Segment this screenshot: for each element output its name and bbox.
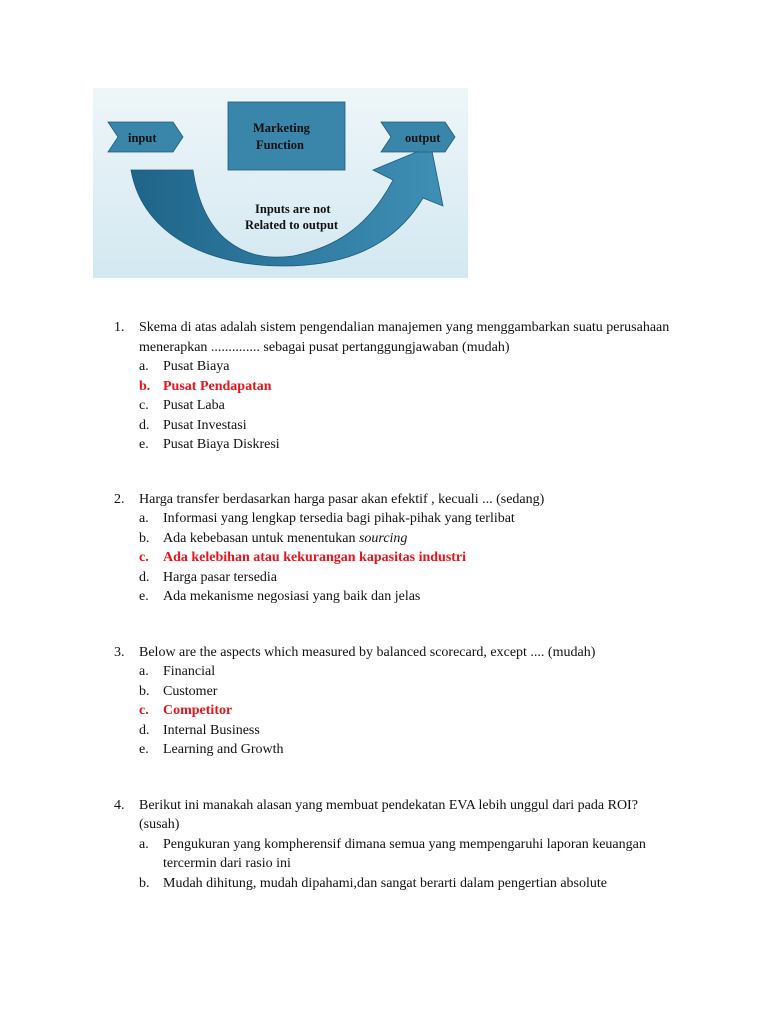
option-text: Pusat Biaya (163, 359, 230, 374)
option-text: Ada mekanisme negosiasi yang baik dan jelas (163, 589, 421, 604)
option-text: Pusat Pendapatan (163, 378, 272, 394)
marketing-function-box (228, 102, 345, 170)
question-text: Skema di atas adalah sistem pengendalian manajemen yang menggambarkan suatu perusahaan menerapkan .............. sebagai pusat pertanggungjawaban (mudah) (139, 320, 670, 355)
option-text: Financial (163, 664, 216, 679)
option-text-italic: sourcing (358, 530, 408, 546)
question-number: 4. (114, 797, 125, 813)
option-a (114, 509, 674, 529)
option-letter: e. (139, 742, 149, 757)
question-2 (114, 490, 674, 607)
option-letter: e. (139, 589, 149, 604)
option-b (114, 874, 674, 894)
option-letter: a. (139, 664, 149, 679)
option-text: Harga pasar tersedia (163, 569, 278, 585)
option-text-plain: Ada kebebasan untuk menentukan (163, 530, 359, 546)
option-letter: a. (139, 836, 149, 852)
option-letter: e. (139, 437, 149, 452)
option-text: Learning and Growth (163, 742, 284, 757)
option-text (163, 529, 674, 549)
output-label: output (405, 131, 441, 145)
question-number: 2. (114, 491, 125, 507)
question-text: Berikut ini manakah alasan yang membuat pendekatan EVA lebih unggul dari pada ROI?(susah) (139, 797, 638, 832)
option-letter: b. (139, 683, 150, 699)
option-letter: c. (139, 703, 149, 718)
option-d (114, 568, 674, 588)
option-letter: b. (139, 875, 150, 891)
input-label: input (128, 131, 157, 145)
marketing-function-diagram (93, 88, 468, 278)
option-d (114, 416, 674, 436)
option-text: Pusat Biaya Diskresi (163, 437, 280, 452)
option-letter: b. (139, 530, 150, 546)
center-label-line1: Marketing (253, 121, 310, 135)
caption-line2: Related to output (245, 218, 339, 232)
option-letter: c. (139, 398, 149, 413)
question-4 (114, 796, 674, 894)
option-letter: d. (139, 417, 150, 433)
option-b (114, 529, 674, 549)
option-c (114, 396, 674, 416)
option-letter: c. (139, 550, 149, 565)
option-e (114, 740, 674, 760)
option-letter: d. (139, 722, 150, 738)
option-text: Pusat Investasi (163, 417, 247, 433)
option-list (114, 357, 674, 455)
option-a (114, 662, 674, 682)
option-text: Pusat Laba (163, 398, 225, 413)
caption-line1: Inputs are not (255, 202, 331, 216)
question-3 (114, 643, 674, 760)
option-list (114, 509, 674, 607)
option-c-correct (114, 701, 674, 721)
center-label-line2: Function (256, 138, 304, 152)
option-a (114, 835, 674, 874)
question-text: Below are the aspects which measured by balanced scorecard, except .... (mudah) (139, 644, 596, 660)
question-1 (114, 318, 674, 455)
question-list (114, 318, 674, 893)
option-text: Ada kelebihan atau kekurangan kapasitas industri (163, 550, 467, 565)
option-text: Internal Business (163, 722, 260, 738)
question-text: Harga transfer berdasarkan harga pasar akan efektif , kecuali ... (sedang) (139, 491, 545, 507)
option-text: Customer (163, 683, 218, 699)
option-letter: b. (139, 378, 151, 394)
option-letter: d. (139, 569, 150, 585)
option-b-correct (114, 377, 674, 397)
option-list (114, 662, 674, 760)
question-number: 3. (114, 644, 125, 660)
question-number: 1. (114, 320, 125, 335)
option-letter: a. (139, 359, 149, 374)
option-e (114, 587, 674, 607)
option-c-correct (114, 548, 674, 568)
option-e (114, 435, 674, 455)
option-b (114, 682, 674, 702)
option-text: Pengukuran yang kompherensif dimana semua yang mempengaruhi laporan keuangan tercermin dari rasio ini (163, 836, 646, 871)
option-a (114, 357, 674, 377)
option-text: Competitor (163, 703, 233, 718)
diagram-graphic (93, 88, 468, 278)
option-d (114, 721, 674, 741)
option-letter: a. (139, 511, 149, 526)
option-text: Mudah dihitung, mudah dipahami,dan sangat berarti dalam pengertian absolute (163, 875, 607, 891)
option-list (114, 835, 674, 894)
option-text: Informasi yang lengkap tersedia bagi pihak-pihak yang terlibat (163, 511, 515, 526)
